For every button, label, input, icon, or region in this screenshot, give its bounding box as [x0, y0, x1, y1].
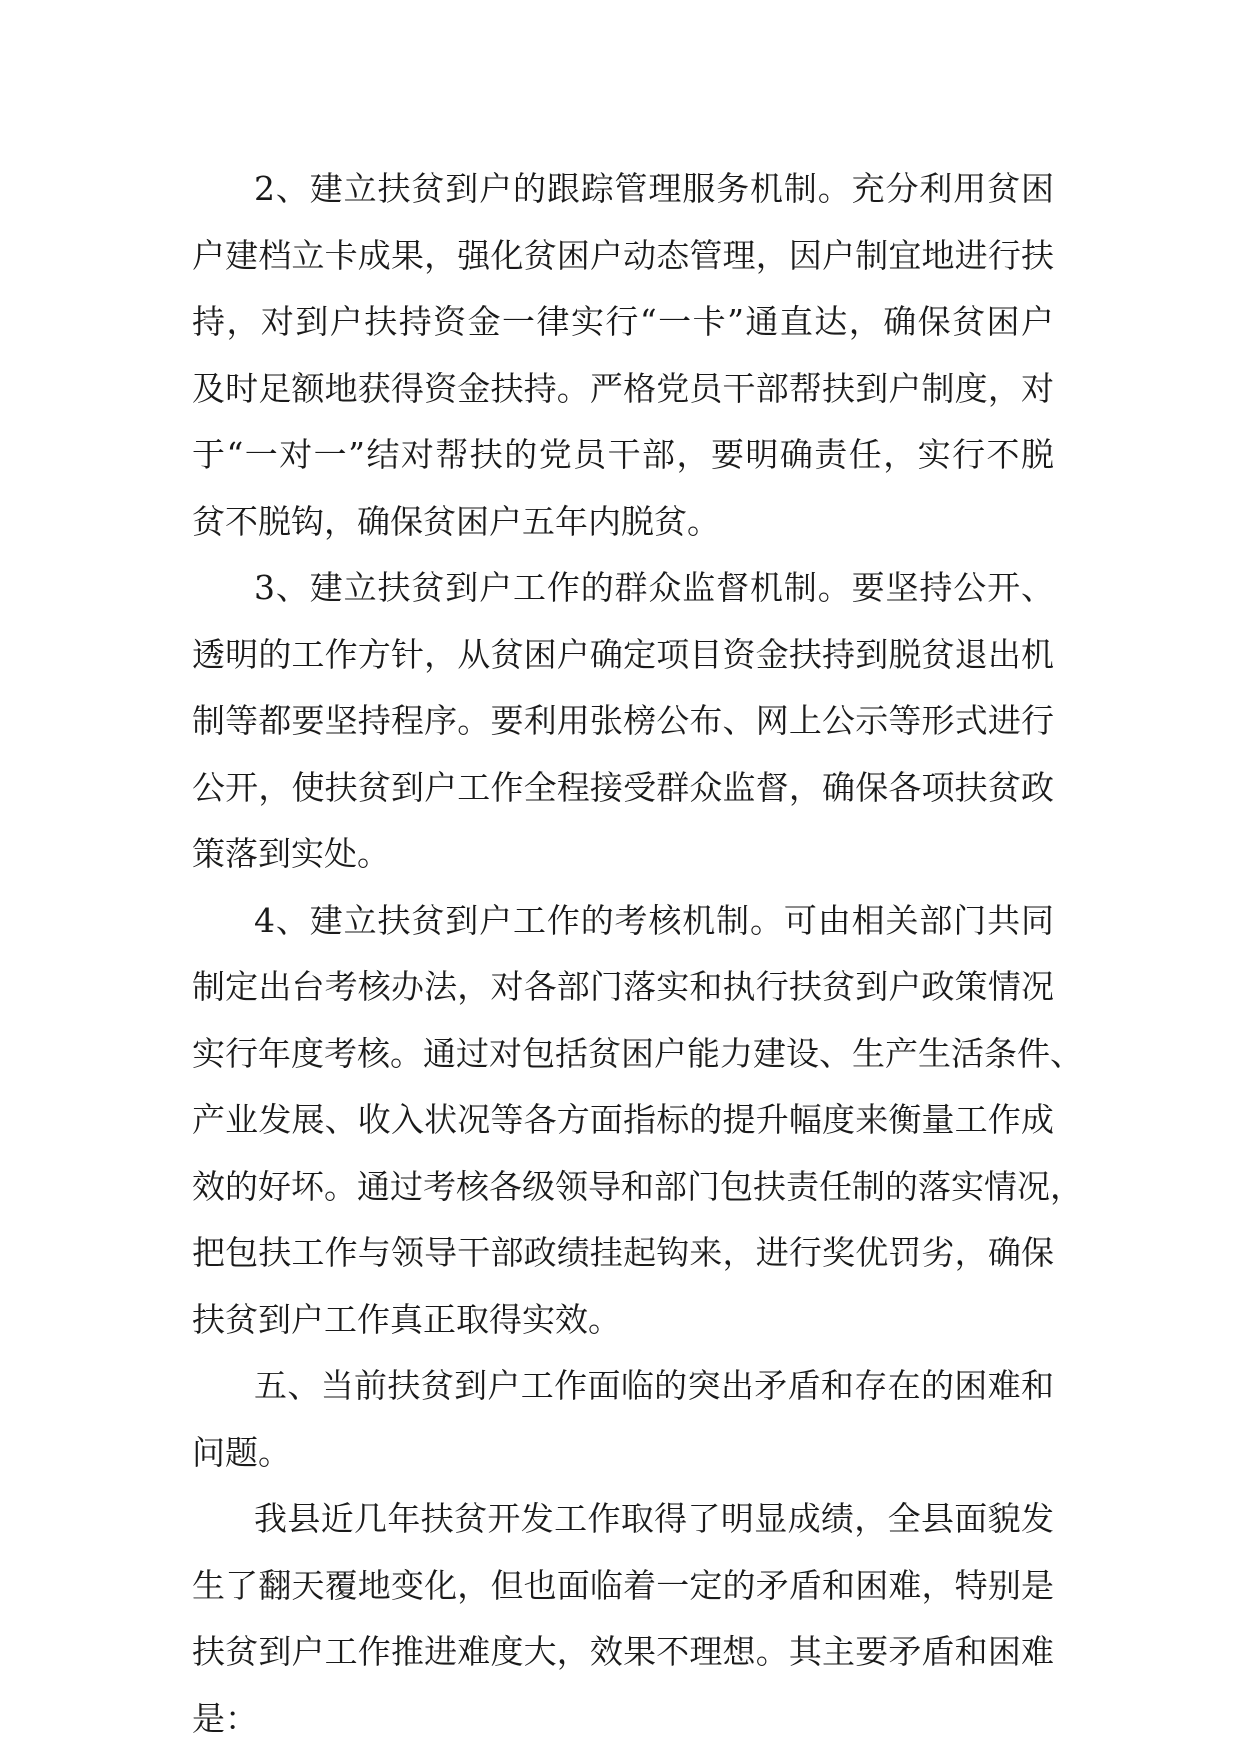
text-line: 实行年度考核。通过对包括贫困户能力建设、生产生活条件、	[192, 1033, 1083, 1073]
text-line: 户建档立卡成果，强化贫困户动态管理，因户制宜地进行扶	[192, 235, 1054, 275]
paragraph-assessment-mechanism	[192, 888, 1083, 1354]
text-line: 持，对到户扶持资金一律实行“一卡”通直达，确保贫困户	[192, 302, 1054, 341]
text-line: 透明的工作方针，从贫困户确定项目资金扶持到脱贫退出机	[192, 634, 1054, 674]
paragraph-supervision-mechanism	[192, 555, 1054, 888]
text-line: 3、建立扶贫到户工作的群众监督机制。要坚持公开、	[254, 568, 1054, 607]
paragraph-county-overview	[192, 1486, 1054, 1752]
text-line: 我县近几年扶贫开发工作取得了明显成绩，全县面貌发	[254, 1499, 1054, 1538]
text-line: 制定出台考核办法，对各部门落实和执行扶贫到户政策情况	[192, 967, 1054, 1006]
text-line: 扶贫到户工作真正取得实效。	[192, 1299, 621, 1339]
text-line: 制等都要坚持程序。要利用张榜公布、网上公示等形式进行	[192, 701, 1054, 740]
text-line: 是：	[192, 1698, 258, 1738]
text-line: 4、建立扶贫到户工作的考核机制。可由相关部门共同	[254, 900, 1054, 940]
text-line: 把包扶工作与领导干部政绩挂起钩来，进行奖优罚劣，确保	[192, 1233, 1054, 1272]
text-line: 贫不脱钩，确保贫困户五年内脱贫。	[192, 501, 720, 541]
document-body	[192, 156, 1083, 1752]
text-line: 2、建立扶贫到户的跟踪管理服务机制。充分利用贫困	[254, 169, 1054, 208]
text-line: 产业发展、收入状况等各方面指标的提升幅度来衡量工作成	[192, 1100, 1054, 1139]
text-line: 于“一对一”结对帮扶的党员干部，要明确责任，实行不脱	[192, 435, 1054, 474]
text-line: 公开，使扶贫到户工作全程接受群众监督，确保各项扶贫政	[192, 767, 1054, 807]
text-line: 效的好坏。通过考核各级领导和部门包扶责任制的落实情况，	[192, 1166, 1083, 1206]
text-line: 扶贫到户工作推进难度大，效果不理想。其主要矛盾和困难	[192, 1632, 1054, 1671]
text-line: 问题。	[192, 1432, 291, 1472]
section-heading-problems	[192, 1353, 1054, 1486]
text-line: 策落到实处。	[192, 834, 390, 873]
text-line: 五、当前扶贫到户工作面临的突出矛盾和存在的困难和	[254, 1366, 1054, 1405]
text-line: 及时足额地获得资金扶持。严格党员干部帮扶到户制度，对	[192, 368, 1054, 408]
text-line: 生了翻天覆地变化，但也面临着一定的矛盾和困难，特别是	[192, 1565, 1054, 1605]
paragraph-tracking-mechanism	[192, 156, 1054, 555]
